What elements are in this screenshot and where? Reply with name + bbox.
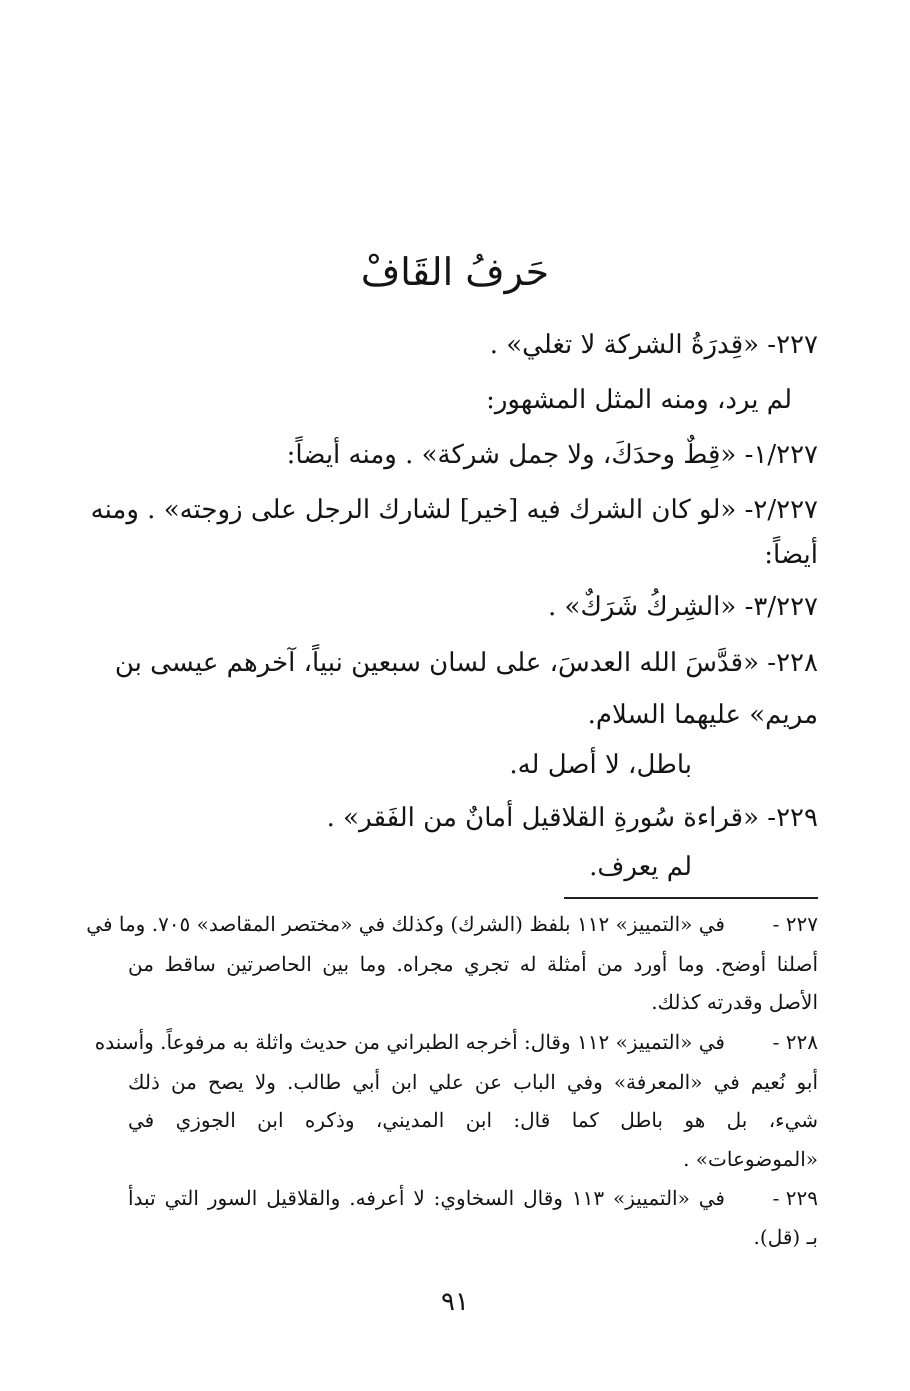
entry-227-note: لم يرد، ومنه المثل المشهور: xyxy=(486,385,792,415)
footnote-227-line2: أصلنا أوضح. وما أورد من أمثلة له تجري مجراه. وما بين الحاصرتين ساقط من xyxy=(128,952,818,976)
entry-number: ٢/٢٢٧- xyxy=(744,495,818,525)
footnote-229-line2: بـ (قل). xyxy=(753,1225,818,1249)
entry-227-1 xyxy=(128,440,818,470)
entry-228-line2: مريم» عليهما السلام. xyxy=(587,700,818,730)
footnote-227-line3: الأصل وقدرته كذلك. xyxy=(651,990,818,1014)
entry-229-note: لم يعرف. xyxy=(589,852,692,882)
chapter-heading: حَرفُ القَافْ xyxy=(360,250,550,294)
entry-text: «قِدرَةُ الشركة لا تغلي» . xyxy=(489,330,760,360)
entry-227 xyxy=(128,330,818,360)
entry-number: ٢٢٨- xyxy=(767,648,818,678)
footnote-228-line4: «الموضوعات» . xyxy=(683,1147,818,1171)
entry-text: «قدَّسَ الله العدسَ، على لسان سبعين نبياً، آخرهم عيسى بن xyxy=(114,648,760,678)
footnote-228-line3: شيء، بل هو باطل كما قال: ابن المديني، وذكره ابن الجوزي في xyxy=(128,1108,818,1132)
footnote-229-number: ٢٢٩ - xyxy=(772,1186,818,1210)
footnote-228-number: ٢٢٨ - xyxy=(772,1030,818,1054)
entry-text: «لو كان الشرك فيه [خير] لشارك الرجل على زوجته» . ومنه xyxy=(90,495,737,525)
entry-227-2-line2: أيضاً: xyxy=(764,540,818,570)
entry-text: «قِطٌ وحدَكَ، ولا جمل شركة» . ومنه أيضاً: xyxy=(286,440,737,470)
entry-227-2-line1 xyxy=(90,495,818,525)
entry-227-3 xyxy=(128,592,818,622)
footnote-228-line1: في «التمييز» ١١٢ وقال: أخرجه الطبراني من حديث واثلة به مرفوعاً. وأسنده xyxy=(94,1030,725,1054)
entry-text: «قراءة سُورةِ القلاقيل أمانٌ من الفَقر» . xyxy=(326,803,760,833)
entry-number: ٣/٢٢٧- xyxy=(744,592,818,622)
footnote-229-line1: في «التمييز» ١١٣ وقال السخاوي: لا أعرفه. والقلاقيل السور التي تبدأ xyxy=(128,1186,725,1210)
page-number: ٩١ xyxy=(441,1287,469,1317)
footnote-228-line2: أبو نُعيم في «المعرفة» وفي الباب عن علي ابن أبي طالب. ولا يصح من ذلك xyxy=(128,1070,818,1094)
footnote-227-number: ٢٢٧ - xyxy=(772,912,818,936)
footnote-separator xyxy=(564,897,818,899)
entry-number: ٢٢٩- xyxy=(767,803,818,833)
entry-text: «الشِركُ شَرَكٌ» . xyxy=(548,592,737,622)
entry-229 xyxy=(128,803,818,833)
entry-228-note: باطل، لا أصل له. xyxy=(509,750,692,780)
footnote-227-line1: في «التمييز» ١١٢ بلفظ (الشرك) وكذلك في «مختصر المقاصد» ٧٠٥. وما في xyxy=(86,912,725,936)
entry-number: ٢٢٧- xyxy=(767,330,818,360)
entry-228-line1 xyxy=(114,648,818,678)
entry-number: ١/٢٢٧- xyxy=(744,440,818,470)
